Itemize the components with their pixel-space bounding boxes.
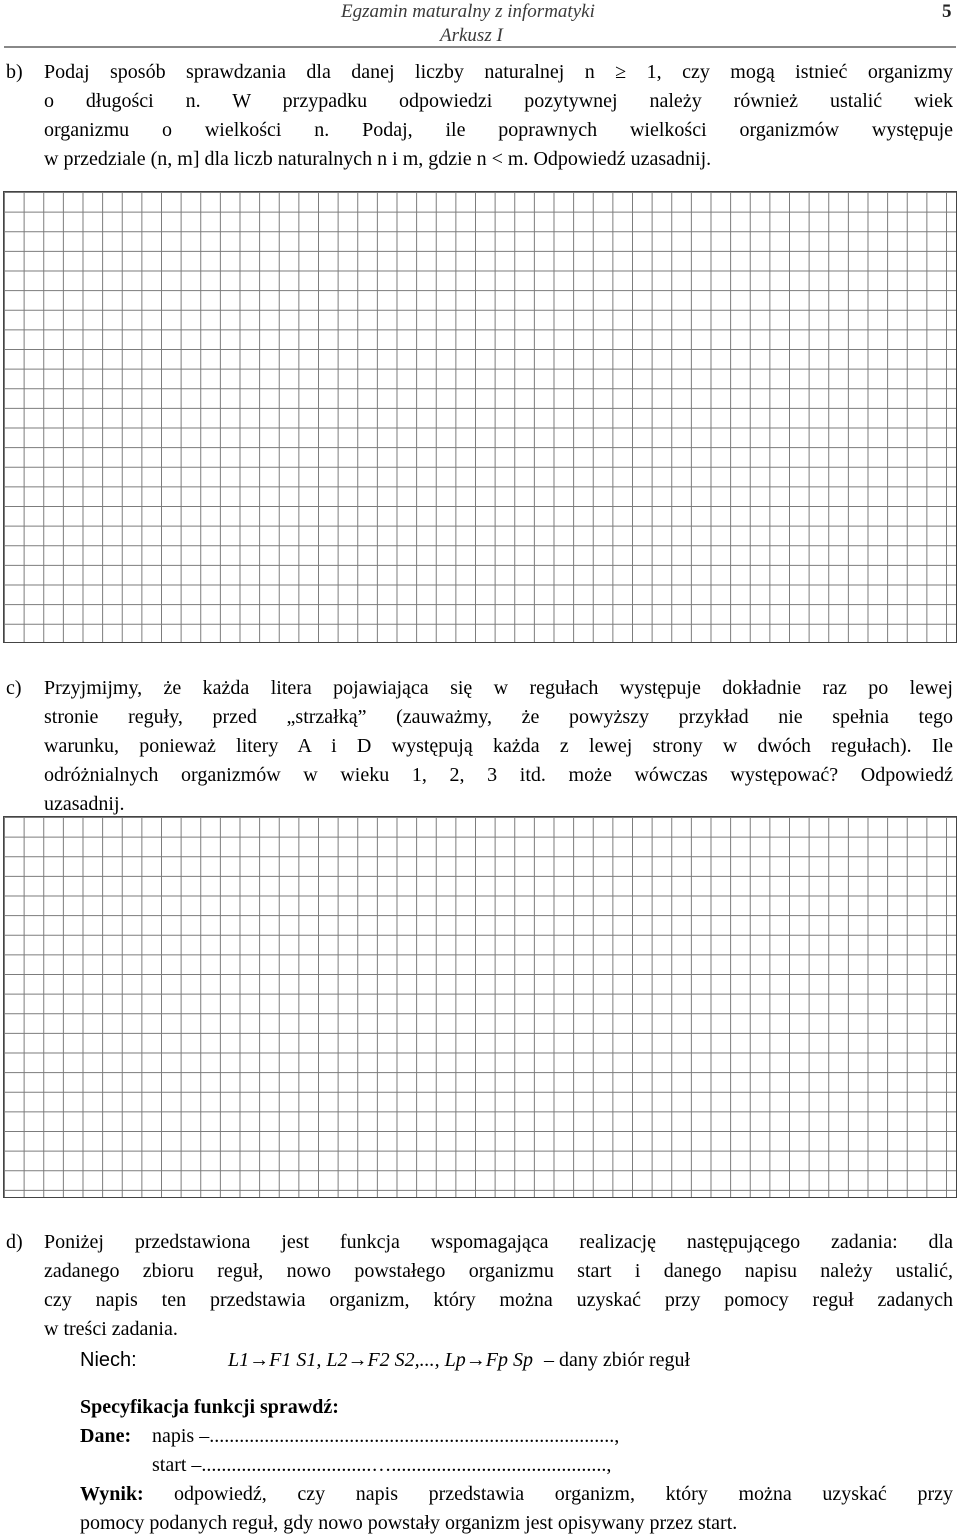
part-d-line-2: zadanego zbioru reguł, nowo powstałego organizmu start i danego napisu należy ustalić, bbox=[44, 1260, 953, 1282]
part-b-line-4: w przedziale (n, m] dla liczb naturalnych n i m, gdzie n < m. Odpowiedź uzasadnij. bbox=[44, 148, 712, 170]
part-c-line-5: uzasadnij. bbox=[44, 793, 125, 815]
part-b-line-1: Podaj sposób sprawdzania dla danej liczby naturalnej n ≥ 1, czy mogą istnieć organizmy bbox=[44, 61, 953, 83]
wynik-text bbox=[80, 1480, 953, 1538]
spec-title: Specyfikacja funkcji sprawdź: bbox=[80, 1396, 339, 1418]
rules-formula bbox=[228, 1346, 690, 1375]
answer-grid-b[interactable] bbox=[3, 191, 957, 643]
part-b-text bbox=[44, 58, 953, 174]
dane-label: Dane: bbox=[80, 1425, 132, 1447]
wynik-line-1: odpowiedź, czy napis przedstawia organizm, który można uzyskać przy bbox=[174, 1483, 953, 1505]
page-number: 5 bbox=[942, 1, 952, 22]
answer-grid-c[interactable] bbox=[3, 816, 957, 1198]
header-title: Egzamin maturalny z informatyki bbox=[341, 1, 595, 22]
part-c-label: c) bbox=[6, 677, 22, 699]
part-d-line-1: Poniżej przedstawiona jest funkcja wspomagająca realizację następującego zadania: dla bbox=[44, 1231, 953, 1253]
header-subtitle: Arkusz I bbox=[440, 25, 503, 46]
part-b-line-2: o długości n. W przypadku odpowiedzi pozytywnej należy również ustalić wiek bbox=[44, 90, 953, 112]
dane-start: start –..................................…..........................................., bbox=[152, 1454, 612, 1476]
part-d-text bbox=[44, 1228, 953, 1344]
header-divider bbox=[4, 46, 956, 48]
part-c-line-3: warunku, ponieważ litery A i D występują każda z lewej strony w dwóch regułach). Ile bbox=[44, 735, 953, 757]
part-d-line-4: w treści zadania. bbox=[44, 1318, 178, 1340]
part-b-line-3: organizmu o wielkości n. Podaj, ile poprawnych wielkości organizmów występuje bbox=[44, 119, 953, 141]
wynik-label: Wynik: bbox=[80, 1483, 144, 1505]
part-c-line-4: odróżnialnych organizmów w wieku 1, 2, 3 itd. może wówczas występować? Odpowiedź bbox=[44, 764, 953, 786]
part-c-text bbox=[44, 674, 953, 819]
dane-napis: napis –................................................................................., bbox=[152, 1425, 620, 1447]
wynik-line-2: pomocy podanych reguł, gdy nowo powstały organizm jest opisywany przez start. bbox=[80, 1512, 738, 1534]
part-b-label: b) bbox=[6, 61, 23, 83]
part-c-line-1: Przyjmijmy, że każda litera pojawiająca się w regułach występuje dokładnie raz po lewej bbox=[44, 677, 953, 699]
rules-set: L1→F1 S1, L2→F2 S2,..., Lp→Fp Sp bbox=[228, 1349, 534, 1371]
part-d-line-3: czy napis ten przedstawia organizm, który można uzyskać przy pomocy reguł zadanych bbox=[44, 1289, 953, 1311]
part-d-label: d) bbox=[6, 1231, 23, 1253]
niech-label: Niech: bbox=[80, 1349, 137, 1371]
rules-tail: – dany zbiór reguł bbox=[544, 1349, 691, 1371]
part-c-line-2: stronie reguły, przed „strzałką” (zauważmy, że powyższy przykład nie spełnia tego bbox=[44, 706, 953, 728]
